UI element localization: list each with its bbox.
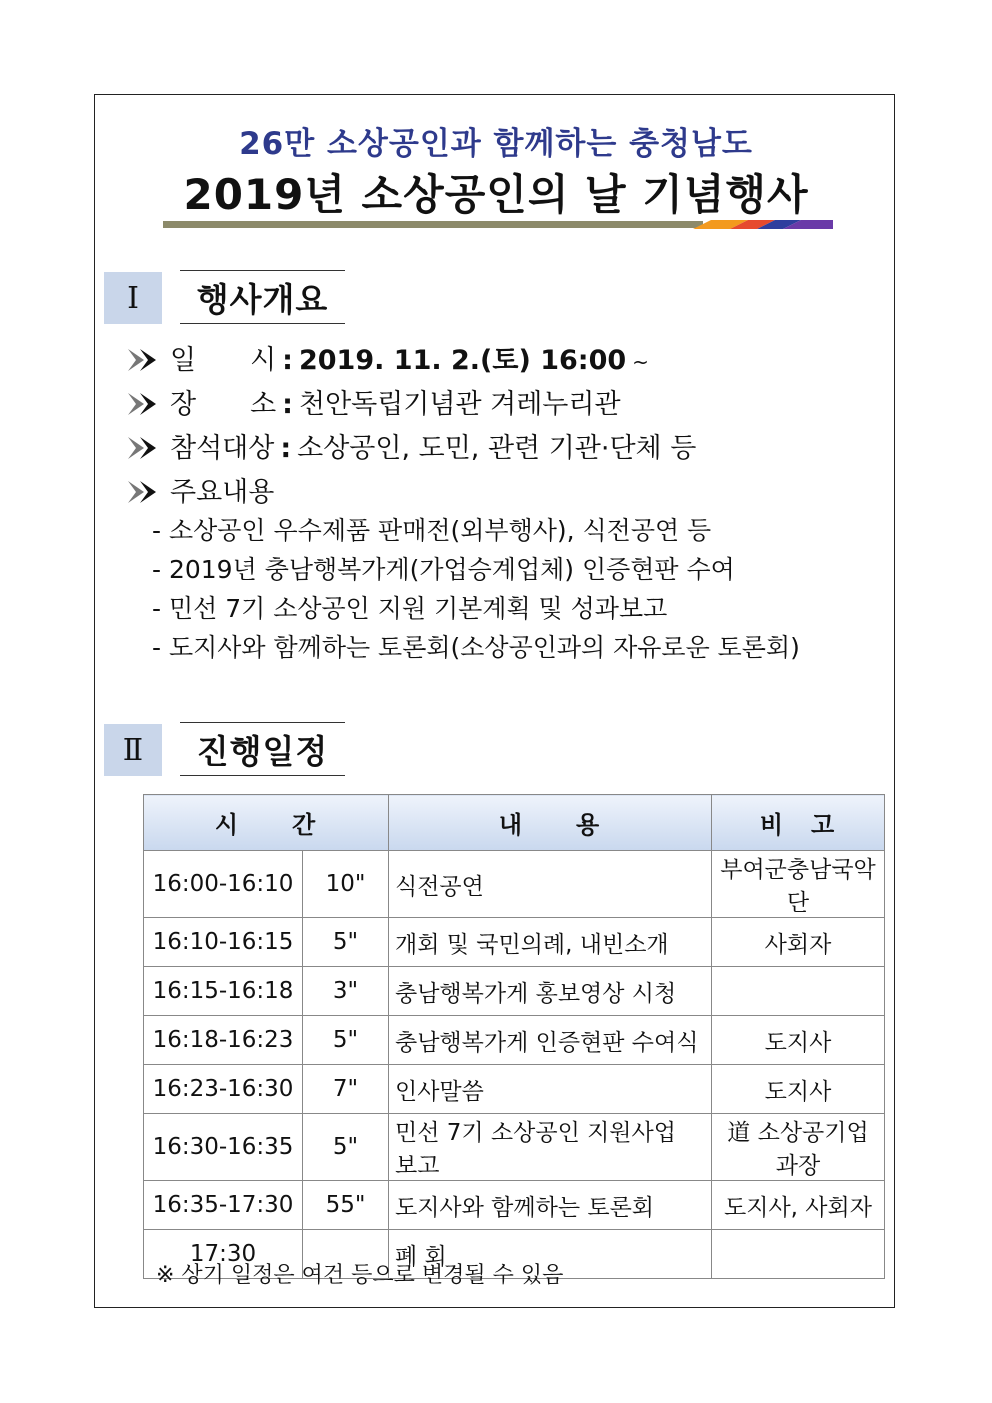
bullet-date: [128, 338, 649, 377]
arrow-bullet-icon: [128, 349, 162, 371]
time-cell: 16:35-17:30: [144, 1181, 303, 1230]
bullet-suffix: ~: [632, 350, 649, 374]
document-title: 2019년 소상공인의 날 기념행사: [183, 170, 809, 219]
note-cell: 도지사: [712, 1016, 885, 1065]
note-cell: [712, 967, 885, 1016]
section-2-heading: 진행일정: [180, 722, 345, 776]
table-row: [144, 1016, 885, 1065]
section-1-heading: 행사개요: [180, 270, 345, 324]
arrow-bullet-icon: [128, 393, 162, 415]
time-cell: 16:23-16:30: [144, 1065, 303, 1114]
duration-cell: 5": [303, 1114, 389, 1181]
section-2-number: Ⅱ: [104, 724, 162, 776]
table-header-row: [144, 795, 885, 851]
bullet-label: 주요내용: [170, 477, 275, 508]
duration-cell: 5": [303, 1016, 389, 1065]
detail-item: - 도지사와 함께하는 토론회(소상공인과의 자유로운 토론회): [152, 633, 800, 662]
colon: :: [282, 345, 293, 376]
table-row: [144, 851, 885, 918]
duration-cell: 55": [303, 1181, 389, 1230]
time-cell: 16:30-16:35: [144, 1114, 303, 1181]
duration-cell: 10": [303, 851, 389, 918]
bullet-label: 참석대상: [170, 433, 275, 464]
content-cell: 폐 회: [389, 1230, 712, 1279]
content-cell: 개회 및 국민의례, 내빈소개: [389, 918, 712, 967]
content-cell: 인사말씀: [389, 1065, 712, 1114]
column-header-note: 비 고: [712, 795, 885, 851]
title-underline-bar: [163, 220, 833, 229]
arrow-bullet-icon: [128, 481, 162, 503]
detail-item: - 소상공인 우수제품 판매전(외부행사), 식전공연 등: [152, 516, 712, 545]
duration-cell: 5": [303, 918, 389, 967]
time-cell: 16:18-16:23: [144, 1016, 303, 1065]
note-cell: 道 소상공기업과장: [712, 1114, 885, 1181]
schedule-footnote: ※ 상기 일정은 여건 등으로 변경될 수 있음: [156, 1263, 564, 1288]
schedule-table: [143, 794, 885, 1279]
content-cell: 민선 7기 소상공인 지원사업 보고: [389, 1114, 712, 1181]
time-cell: 16:10-16:15: [144, 918, 303, 967]
note-cell: 도지사, 사회자: [712, 1181, 885, 1230]
bullet-value: 소상공인, 도민, 관련 기관·단체 등: [297, 433, 697, 464]
column-header-time: 시 간: [144, 795, 389, 851]
bullet-attendees: [128, 426, 696, 465]
note-cell: 도지사: [712, 1065, 885, 1114]
duration-cell: 7": [303, 1065, 389, 1114]
bullet-label: 장 소: [170, 389, 277, 420]
note-cell: [712, 1230, 885, 1279]
table-row: [144, 1065, 885, 1114]
time-cell: 16:00-16:10: [144, 851, 303, 918]
content-cell: 도지사와 함께하는 토론회: [389, 1181, 712, 1230]
content-cell: 식전공연: [389, 851, 712, 918]
bullet-value: 천안독립기념관 겨레누리관: [298, 389, 621, 420]
table-row: [144, 918, 885, 967]
bullet-value: 2019. 11. 2.(토) 16:00: [298, 345, 627, 376]
colon: :: [280, 433, 292, 464]
table-row: [144, 1181, 885, 1230]
arrow-bullet-icon: [128, 437, 162, 459]
subtitle: 26만 소상공인과 함께하는 충청남도: [239, 126, 753, 162]
note-cell: 사회자: [712, 918, 885, 967]
time-cell: 16:15-16:18: [144, 967, 303, 1016]
column-header-content: 내 용: [389, 795, 712, 851]
bullet-place: [128, 382, 621, 421]
table-row: [144, 1114, 885, 1181]
duration-cell: 3": [303, 967, 389, 1016]
content-cell: 충남행복가게 인증현판 수여식: [389, 1016, 712, 1065]
bullet-label: 일 시: [170, 345, 277, 376]
section-1-number: Ⅰ: [104, 272, 162, 324]
detail-item: - 민선 7기 소상공인 지원 기본계획 및 성과보고: [152, 594, 668, 623]
note-cell: 부여군충남국악단: [712, 851, 885, 918]
table-row: [144, 967, 885, 1016]
time-cell: 17:30: [144, 1230, 303, 1279]
bullet-main-content: [128, 470, 274, 509]
detail-item: - 2019년 충남행복가게(가업승계업체) 인증현판 수여: [152, 555, 735, 584]
colon: :: [282, 389, 293, 420]
content-cell: 충남행복가게 홍보영상 시청: [389, 967, 712, 1016]
